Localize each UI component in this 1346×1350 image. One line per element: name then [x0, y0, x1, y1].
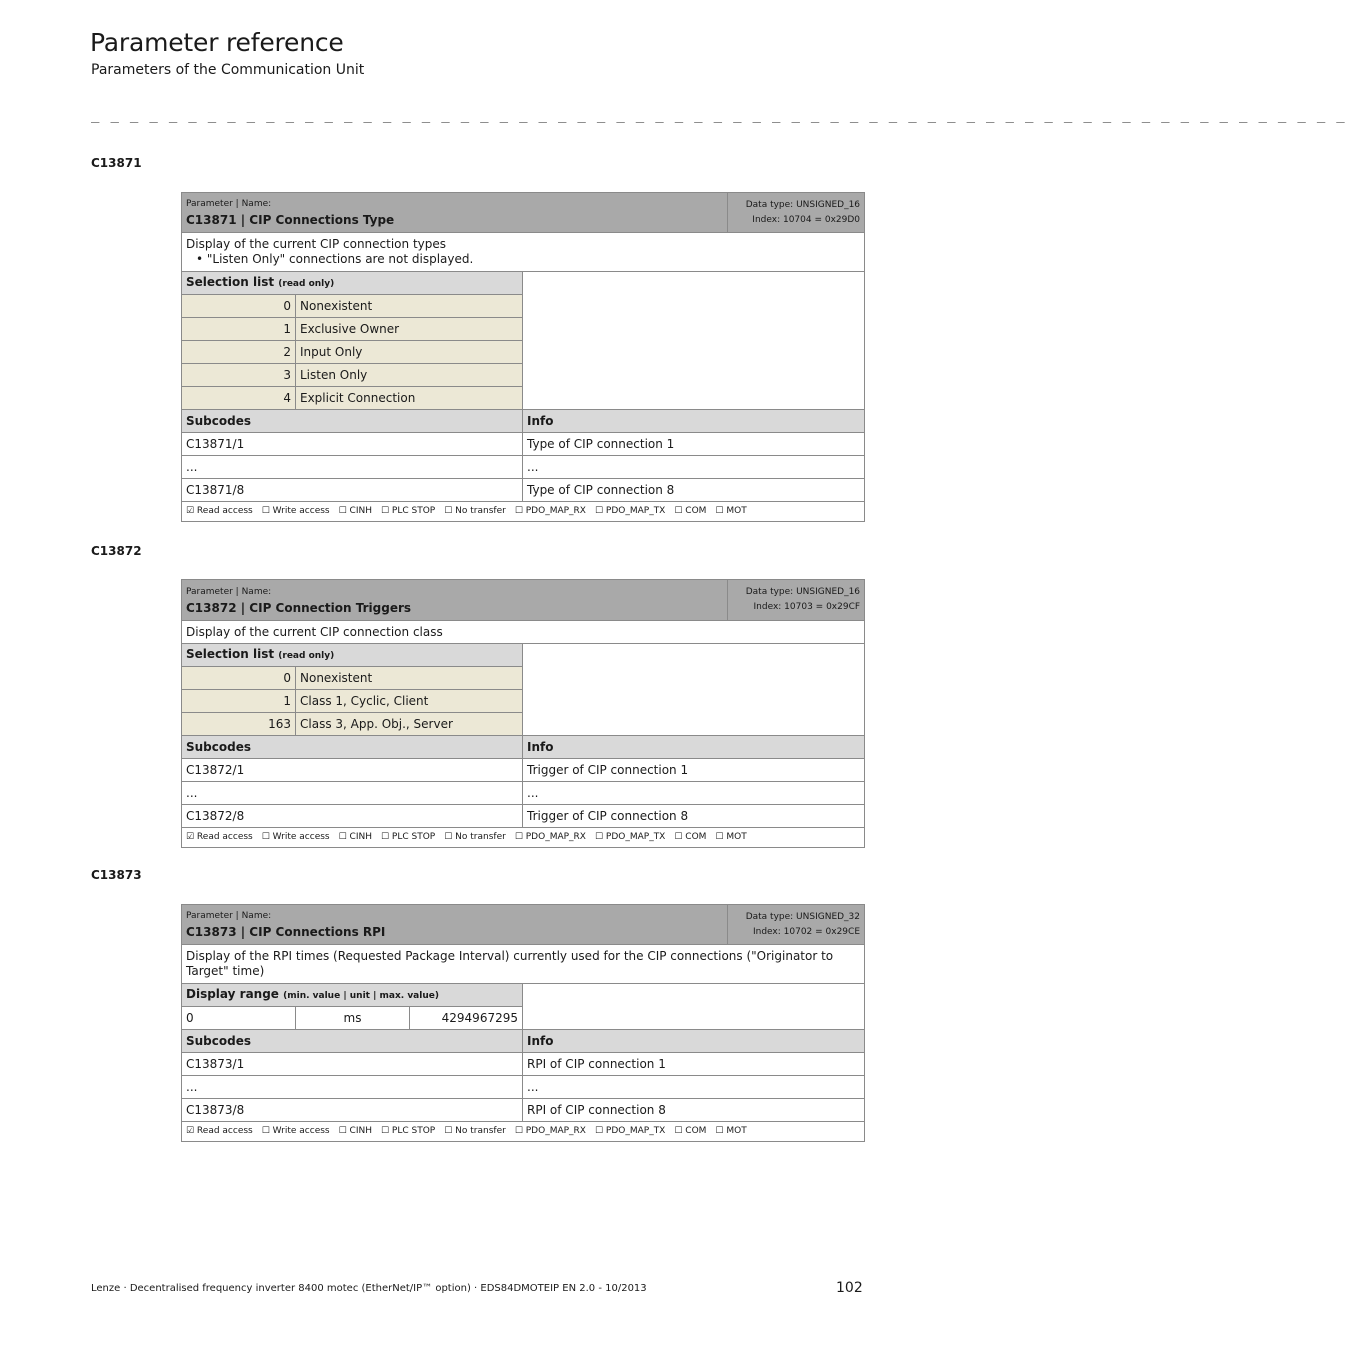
param-name-label: Parameter | Name:	[186, 586, 272, 597]
range-min: 0	[182, 1007, 296, 1030]
access-flags	[182, 1122, 865, 1142]
selection-list-label: Selection list	[186, 274, 275, 289]
subcode-info: ...	[523, 1076, 865, 1099]
flag-no-transfer: ☐ No transfer	[444, 1126, 506, 1136]
subcode: C13871/8	[182, 479, 523, 502]
param-description: Display of the current CIP connection class	[182, 621, 865, 644]
flag-pdo-map-tx: ☐ PDO_MAP_TX	[594, 832, 666, 842]
option-label: Input Only	[296, 341, 523, 364]
flag-write-access: ☐ Write access	[261, 506, 330, 516]
option-value: 3	[182, 364, 296, 387]
range-max: 4294967295	[410, 1007, 523, 1030]
param-description	[182, 233, 865, 272]
param-name-label: Parameter | Name:	[186, 911, 272, 921]
param-datatype: Data type: UNSIGNED_32	[745, 911, 861, 922]
info-header: Info	[523, 736, 865, 759]
flag-mot: ☐ MOT	[715, 832, 747, 842]
parameter-table-c13871	[181, 192, 865, 522]
access-flags	[182, 828, 865, 848]
param-name: C13872 | CIP Connection Triggers	[186, 600, 412, 615]
flag-plc-stop: ☐ PLC STOP	[381, 506, 436, 516]
subcode: ...	[182, 782, 523, 805]
flag-pdo-map-tx: ☐ PDO_MAP_TX	[594, 1126, 666, 1136]
selection-list-header	[182, 644, 523, 667]
flag-read-access: ☑ Read access	[186, 832, 253, 842]
subcode-info: Type of CIP connection 1	[523, 433, 865, 456]
param-header	[182, 905, 728, 945]
option-value: 163	[182, 713, 296, 736]
subcode-info: RPI of CIP connection 8	[523, 1099, 865, 1122]
option-label: Listen Only	[296, 364, 523, 387]
flag-write-access: ☐ Write access	[261, 1126, 330, 1136]
flag-cinh: ☐ CINH	[338, 832, 372, 842]
empty-cell	[523, 644, 865, 736]
empty-cell	[523, 272, 865, 410]
flag-com: ☐ COM	[674, 506, 707, 516]
empty-cell	[523, 984, 865, 1030]
flag-mot: ☐ MOT	[715, 1126, 747, 1136]
page-subtitle: Parameters of the Communication Unit	[91, 62, 365, 78]
param-datatype: Data type: UNSIGNED_16	[745, 199, 861, 210]
flag-pdo-map-tx: ☐ PDO_MAP_TX	[594, 506, 666, 516]
flag-read-access: ☑ Read access	[186, 1126, 253, 1136]
subcode-info: Trigger of CIP connection 8	[523, 805, 865, 828]
param-index: Index: 10703 = 0x29CF	[753, 602, 861, 612]
option-value: 1	[182, 690, 296, 713]
param-index: Index: 10704 = 0x29D0	[752, 214, 861, 225]
flag-pdo-map-rx: ☐ PDO_MAP_RX	[514, 1126, 586, 1136]
subcode: ...	[182, 1076, 523, 1099]
parameter-table-c13873	[181, 904, 865, 1142]
param-datatype-cell	[728, 193, 865, 233]
flag-no-transfer: ☐ No transfer	[444, 506, 506, 516]
option-label: Class 3, App. Obj., Server	[296, 713, 523, 736]
option-value: 0	[182, 295, 296, 318]
param-description: Display of the RPI times (Requested Package Interval) currently used for the CIP connections ("Originator to Target" time)	[182, 945, 865, 984]
selection-list-label: Selection list	[186, 646, 275, 661]
option-label: Class 1, Cyclic, Client	[296, 690, 523, 713]
flag-com: ☐ COM	[674, 832, 707, 842]
subcodes-header: Subcodes	[182, 410, 523, 433]
read-only-label: (read only)	[278, 278, 335, 289]
subcodes-header: Subcodes	[182, 736, 523, 759]
subcode: C13873/8	[182, 1099, 523, 1122]
parameter-table-c13872	[181, 579, 865, 848]
option-label: Explicit Connection	[296, 387, 523, 410]
info-header: Info	[523, 410, 865, 433]
param-header	[182, 193, 728, 233]
param-datatype-cell	[728, 905, 865, 945]
section-code-c13872: C13872	[91, 544, 142, 558]
display-range-header	[182, 984, 523, 1007]
subcode-info: ...	[523, 782, 865, 805]
flag-cinh: ☐ CINH	[338, 506, 372, 516]
description-bullet: • "Listen Only" connections are not displayed.	[196, 252, 474, 266]
page-number: 102	[836, 1280, 863, 1296]
read-only-label: (read only)	[278, 650, 335, 661]
subcode-info: RPI of CIP connection 1	[523, 1053, 865, 1076]
flag-pdo-map-rx: ☐ PDO_MAP_RX	[514, 506, 586, 516]
param-datatype: Data type: UNSIGNED_16	[745, 587, 861, 597]
subcode-info: ...	[523, 456, 865, 479]
footer-text: Lenze · Decentralised frequency inverter 8400 motec (EtherNet/IP™ option) · EDS84DMOTEIP EN 2.0 - 10/2013	[91, 1283, 647, 1294]
option-value: 2	[182, 341, 296, 364]
param-name: C13873 | CIP Connections RPI	[186, 925, 386, 939]
param-index: Index: 10702 = 0x29CE	[752, 926, 861, 937]
flag-no-transfer: ☐ No transfer	[444, 832, 506, 842]
display-range-label: Display range	[186, 986, 279, 1001]
description-text: Display of the current CIP connection types	[186, 237, 446, 251]
selection-list-header	[182, 272, 523, 295]
option-value: 0	[182, 667, 296, 690]
option-value: 4	[182, 387, 296, 410]
flag-plc-stop: ☐ PLC STOP	[381, 1126, 436, 1136]
flag-com: ☐ COM	[674, 1126, 707, 1136]
display-range-hint: (min. value | unit | max. value)	[283, 990, 439, 1001]
subcode: C13872/8	[182, 805, 523, 828]
flag-mot: ☐ MOT	[715, 506, 747, 516]
param-header	[182, 580, 728, 621]
param-datatype-cell	[728, 580, 865, 621]
flag-cinh: ☐ CINH	[338, 1126, 372, 1136]
subcode: ...	[182, 456, 523, 479]
option-label: Nonexistent	[296, 667, 523, 690]
flag-read-access: ☑ Read access	[186, 506, 253, 516]
subcode: C13872/1	[182, 759, 523, 782]
info-header: Info	[523, 1030, 865, 1053]
subcode: C13871/1	[182, 433, 523, 456]
option-label: Exclusive Owner	[296, 318, 523, 341]
page-title: Parameter reference	[90, 28, 344, 57]
section-code-c13871: C13871	[91, 156, 142, 170]
flag-write-access: ☐ Write access	[261, 832, 330, 842]
subcode: C13873/1	[182, 1053, 523, 1076]
flag-pdo-map-rx: ☐ PDO_MAP_RX	[514, 832, 586, 842]
dashed-divider: _ _ _ _ _ _ _ _ _ _ _ _ _ _ _ _ _ _ _ _ _ _ _ _ _ _ _ _ _ _ _ _ _ _ _ _ _ _ _ _ _ _ _ _ _ _ _ _ _ _ _ _ _ _ _ _ _ _ _ _ _ _ _ _ _	[91, 107, 1346, 123]
subcodes-header: Subcodes	[182, 1030, 523, 1053]
param-name-label: Parameter | Name:	[186, 199, 272, 209]
access-flags	[182, 502, 865, 522]
option-label: Nonexistent	[296, 295, 523, 318]
subcode-info: Type of CIP connection 8	[523, 479, 865, 502]
flag-plc-stop: ☐ PLC STOP	[381, 832, 436, 842]
range-unit: ms	[296, 1007, 410, 1030]
option-value: 1	[182, 318, 296, 341]
section-code-c13873: C13873	[91, 868, 142, 882]
param-name: C13871 | CIP Connections Type	[186, 213, 395, 227]
subcode-info: Trigger of CIP connection 1	[523, 759, 865, 782]
